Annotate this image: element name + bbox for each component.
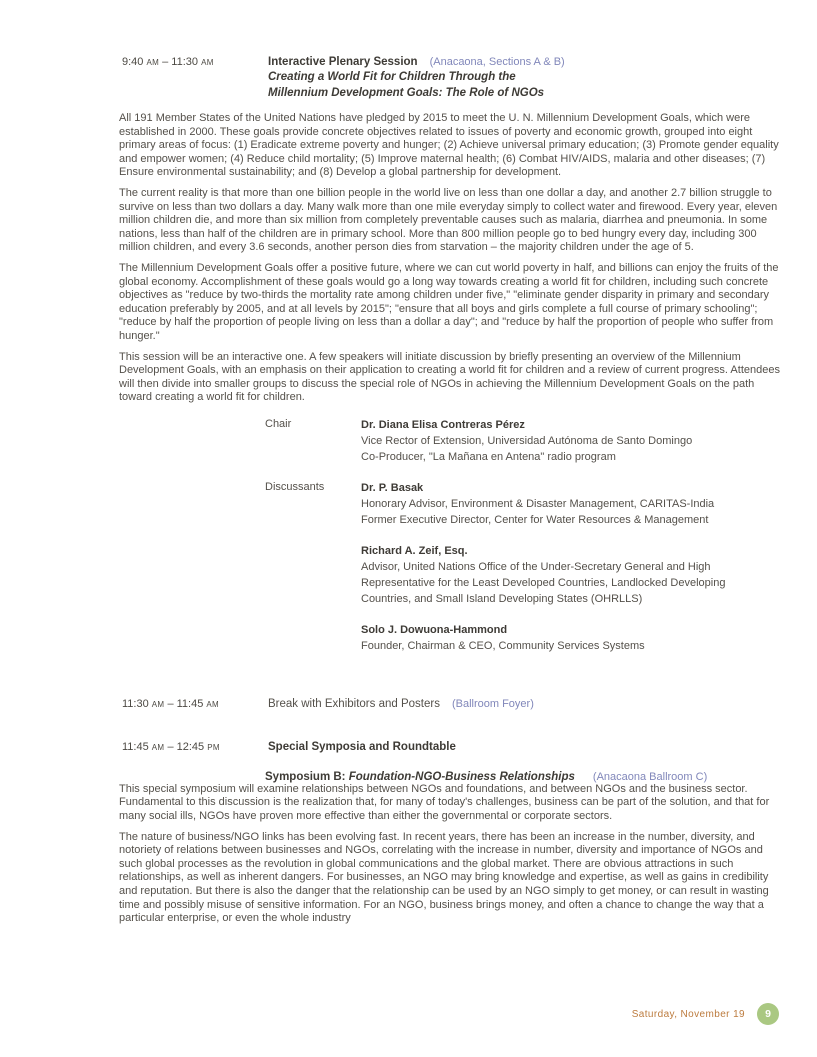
time-ampm: AM (206, 699, 219, 709)
page-content (119, 56, 783, 933)
role-label: Discussants (265, 480, 325, 493)
page-number-badge (757, 1003, 779, 1025)
speaker-title-line: Honorary Advisor, Environment & Disaster Management, CARITAS-India (361, 497, 715, 510)
body-paragraph: All 191 Member States of the United Nations have pledged by 2015 to meet the U. N. Millennium Development Goals, which were established in 2000. These goals provide concrete objectives related to issues of poverty and economic growth, grouped into eight primary areas of focus: (1) Eradicate extreme poverty and hunger; (2) Achieve universal primary education; (3) Promote gender equality and empower women; (4) Reduce child mortality; (5) Improve maternal health; (6) Combat HIV/AIDS, malaria and other diseases; (7) Ensure environmental sustainability; and (8) Develop a global partnership for development. (119, 112, 779, 179)
body-paragraph: The nature of business/NGO links has been evolving fast. In recent years, there has been an increase in the number, diversity, and notoriety of relations between businesses and NGOs, correlating with the increase in number, diversity and importance of NGOs and such global processes as the revolution in global communications and the global market. There are obvious attractions in such relationships, as well as inherent dangers. For businesses, an NGO may bring knowledge and expertise, as well as gains in credibility and reputation. But there is also the danger that the relationship can be used by an NGO simply to get money, or can result in wasting time and possibly misuse of sensitive information. For an NGO, business brings money, and often a chance to change the way that a particular enterprise, or even the whole industry (119, 830, 769, 925)
time-text: 11:30 (122, 697, 152, 710)
discussant-block (361, 622, 783, 654)
time-ampm: AM (151, 742, 165, 752)
symposium-title: Foundation-NGO-Business Relationships (348, 770, 575, 783)
speaker-name: Dr. Diana Elisa Contreras Pérez (361, 418, 525, 431)
body-paragraph: The current reality is that more than one billion people in the world live on less than one dollar a day, and another 2.7 billion struggle to survive on less than two dollars a day. Many walk more than one mile everyday simply to collect water and firewood. Every year, eleven million children die, and more than six million from completely preventable causes such as malaria, diarrhea and pneumonia. In some nations, less than half of the children are in primary school. More than 800 million people go to bed hungry every day, including 300 million children, and every 3.6 seconds, another person dies from starvation – the majority children under the age of 5. (119, 186, 778, 254)
chair-info (361, 417, 783, 465)
speaker-title-line: Countries, and Small Island Developing States (OHRLLS) (361, 592, 643, 605)
footer-date: Saturday, November 19 (631, 1008, 745, 1020)
session-location: (Anacaona Ballroom C) (592, 770, 708, 783)
break-session-row (119, 698, 783, 710)
symposium-b-title-line (265, 771, 783, 783)
body-paragraph: The Millennium Development Goals offer a positive future, where we can cut world poverty in half, and billions can enjoy the fruits of the global economy. Accomplishment of these goals would go a long way towards creating a world fit for children, including such concrete objectives as "reduce by two-thirds the mortality rate among children under five," "eliminate gender disparity in primary and secondary education preferably by 2005, and at all levels by 2015"; "ensure that all boys and girls complete a full course of primary schooling"; "reduce by half the proportion of people living on less than a dollar a day"; and "reduce by half the proportion of people who suffer from hunger." (119, 261, 779, 342)
time-ampm: AM (151, 699, 165, 709)
time-text: – 11:30 (159, 56, 202, 68)
symposium-label: Symposium B: (265, 770, 346, 783)
discussant-block (361, 480, 783, 528)
discussants-info (361, 480, 783, 654)
symposium-b-row (265, 771, 783, 783)
symposia-session-time (119, 741, 268, 753)
subtitle-line: Creating a World Fit for Children Through the (268, 71, 516, 83)
body-paragraph: This special symposium will examine relationships between NGOs and foundations, and between NGOs and the business sector. Fundamental to this discussion is the realization that, for many of today's challenges, business can be part of the solution, and that for many social ills, NGOs have proven more effective than either the governmental or corporate sectors. (119, 782, 770, 823)
speaker-name: Dr. P. Basak (361, 481, 424, 494)
speaker-title-line: Vice Rector of Extension, Universidad Autónoma de Santo Domingo (361, 434, 693, 447)
plenary-session-row (119, 56, 783, 101)
speaker-name: Richard A. Zeif, Esq. (361, 544, 468, 557)
time-text: 11:45 (122, 740, 152, 753)
plenary-session-title-line (268, 56, 783, 68)
break-session-details (268, 698, 783, 710)
time-text: – 11:45 (164, 697, 207, 710)
plenary-session-details (268, 56, 783, 101)
session-title: Break with Exhibitors and Posters (268, 697, 440, 710)
time-ampm: AM (146, 58, 160, 67)
time-ampm: AM (201, 58, 214, 67)
speakers-section (265, 417, 783, 654)
speaker-title-line: Co-Producer, "La Mañana en Antena" radio program (361, 450, 616, 463)
chair-row (265, 417, 783, 465)
speaker-title-line: Founder, Chairman & CEO, Community Services Systems (361, 639, 645, 652)
session-title: Interactive Plenary Session (268, 56, 418, 68)
time-text: 9:40 (122, 56, 147, 68)
speaker-title-line: Advisor, United Nations Office of the Under-Secretary General and High (361, 560, 711, 573)
session-location: (Ballroom Foyer) (451, 697, 534, 710)
break-session-time (119, 698, 268, 710)
discussants-row (265, 480, 783, 654)
page-footer (632, 1003, 779, 1025)
time-ampm: PM (207, 742, 220, 752)
speaker-name: Solo J. Dowuona-Hammond (361, 623, 508, 636)
page-number: 9 (765, 1008, 771, 1020)
body-paragraph: This session will be an interactive one. A few speakers will initiate discussion by briefly presenting an overview of the Millennium Development Goals, with an emphasis on their application to creating a world fit for children and a review of current progress. Attendees will then divide into smaller groups to discuss the special role of NGOs in achieving the Millennium Development Goals on the path toward creating a world fit for children. (119, 350, 780, 404)
discussant-block (361, 543, 783, 607)
speaker-title-line: Representative for the Least Developed Countries, Landlocked Developing (361, 576, 726, 589)
plenary-session-subtitle (268, 70, 783, 101)
symposia-session-title: Special Symposia and Roundtable (268, 740, 456, 753)
plenary-session-time (119, 56, 268, 68)
session-location: (Anacaona, Sections A & B) (429, 56, 565, 68)
symposia-session-row (119, 741, 783, 753)
role-label: Chair (265, 417, 292, 430)
time-text: – 12:45 (164, 740, 208, 753)
subtitle-line: Millennium Development Goals: The Role of NGOs (268, 86, 545, 99)
break-session-title-line (268, 698, 783, 710)
speaker-title-line: Former Executive Director, Center for Water Resources & Management (361, 513, 709, 526)
symposia-session-details (268, 741, 783, 753)
